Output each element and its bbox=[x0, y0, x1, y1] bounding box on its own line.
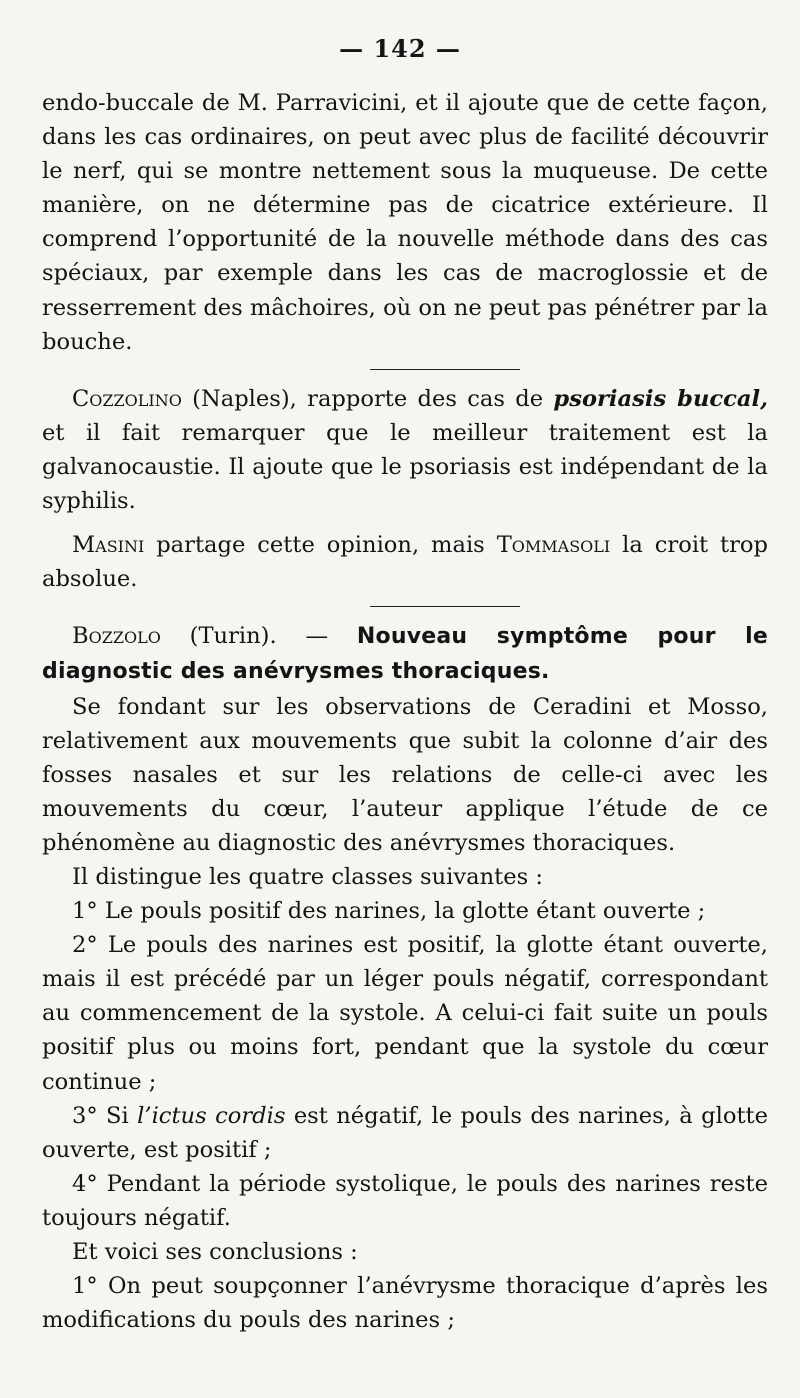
paragraph-bozzolo-heading bbox=[42, 619, 768, 689]
paragraph-text: partage cette opinion, mais bbox=[144, 532, 497, 559]
author-name: Masini bbox=[72, 532, 145, 559]
italic-term: psoriasis buccal, bbox=[553, 385, 768, 412]
section-divider bbox=[370, 606, 520, 607]
paragraph-text: la croit trop absolue. bbox=[42, 532, 768, 593]
article-title: Nouveau symptôme pour le diagnostic des anévrysmes thoraciques. bbox=[42, 624, 769, 685]
author-name: Tommasoli bbox=[496, 532, 611, 559]
section-divider bbox=[370, 369, 520, 370]
list-item-class-1: 1° Le pouls positif des narines, la glotte étant ouverte ; bbox=[72, 898, 706, 925]
paragraph-text: 3° Si bbox=[72, 1102, 138, 1129]
list-item-class-3 bbox=[42, 1099, 768, 1167]
paragraph-text: (Turin). — bbox=[160, 623, 357, 650]
spacer bbox=[42, 518, 768, 528]
paragraph-text: (Naples), rapporte des cas de bbox=[181, 385, 554, 412]
page-body bbox=[42, 86, 768, 1337]
author-name: Bozzolo bbox=[72, 623, 161, 650]
list-item-conclusion-1: 1° On peut soupçonner l’anévrysme thoracique d’après les modifications du pouls des narines ; bbox=[42, 1273, 768, 1334]
list-item-class-4: 4° Pendant la période systolique, le pouls des narines reste toujours négatif. bbox=[42, 1170, 768, 1231]
italic-term: l’ictus cordis bbox=[137, 1102, 286, 1129]
paragraph-conclusions-intro: Et voici ses conclusions : bbox=[72, 1239, 358, 1265]
author-name: Cozzolino bbox=[72, 385, 182, 412]
paragraph-text: et il fait remarquer que le meilleur traitement est la galvanocaustie. Il ajoute que le psoriasis est indépendant de la syphilis. bbox=[42, 419, 768, 515]
paragraph-classes-intro: Il distingue les quatre classes suivantes : bbox=[72, 863, 544, 890]
list-item-class-2: 2° Le pouls des narines est positif, la glotte étant ouverte, mais il est précédé par un léger pouls négatif, correspondant au commencement de la systole. A celui-ci fait suite un pouls positif plus ou moins fort, pendant que la systole du cœur continue ; bbox=[42, 932, 768, 1095]
paragraph-text: est négatif, le pouls des narines, à glotte ouverte, est positif ; bbox=[42, 1102, 768, 1163]
paragraph-masini bbox=[42, 528, 768, 596]
paragraph-ceradini-mosso: Se fondant sur les observations de Ceradini et Mosso, relativement aux mouvements que subit la colonne d’air des fosses nasales et sur les relations de celle-ci avec les mouvements du cœur, l’auteur applique l’étude de ce phénomène au diagnostic des anévrysmes thoraciques. bbox=[42, 693, 768, 856]
paragraph-cozzolino bbox=[42, 382, 768, 518]
paragraph-parravicini-continuation: endo-buccale de M. Parravicini, et il ajoute que de cette façon, dans les cas ordinaires, on peut avec plus de facilité découvrir le nerf, qui se montre nettement sous la muqueuse. De cette manière, on ne détermine pas de cicatrice extérieure. Il comprend l’opportunité de la nouvelle méthode dans des cas spéciaux, par exemple dans les cas de macroglossie et de resserrement des mâchoires, où on ne peut pas pénétrer par la bouche. bbox=[42, 90, 768, 355]
page-number: — 142 — bbox=[339, 34, 461, 63]
